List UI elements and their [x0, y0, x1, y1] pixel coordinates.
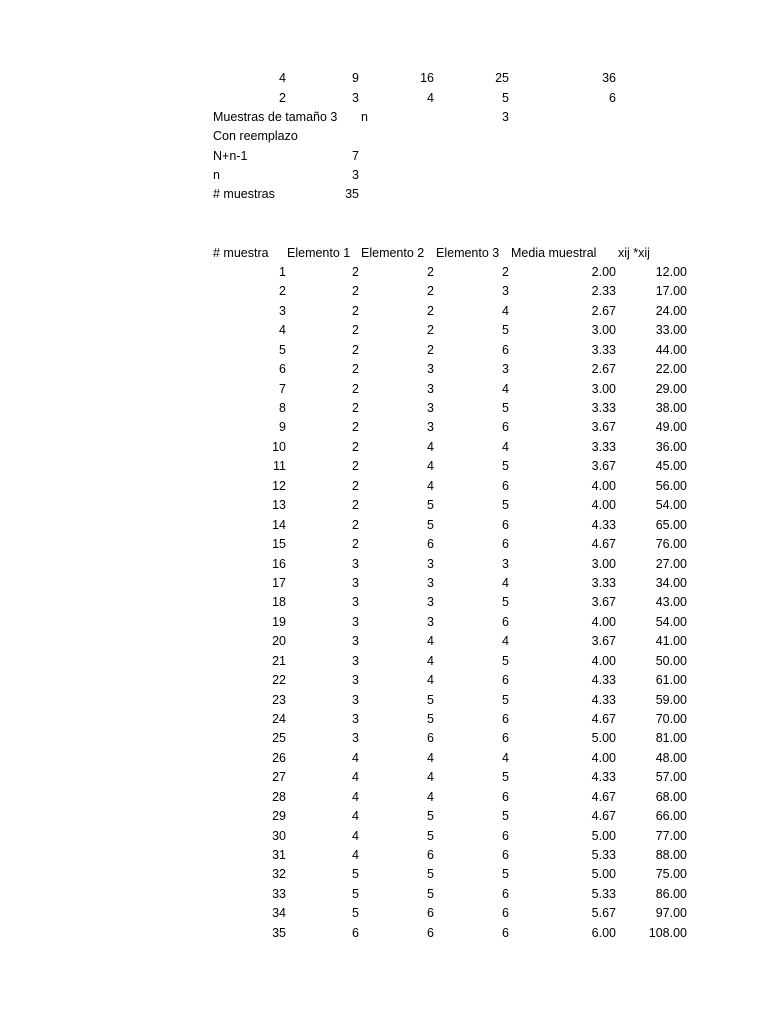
table-row [0, 710, 768, 729]
elemento-2: 3 [427, 556, 434, 571]
elemento-2: 4 [427, 770, 434, 785]
elemento-1: 4 [352, 770, 359, 785]
xij-product: 48.00 [655, 750, 687, 765]
elemento-3: 3 [502, 362, 509, 377]
elemento-3: 5 [502, 653, 509, 668]
table-row [0, 827, 768, 846]
muestra-number: 25 [272, 731, 286, 746]
media-muestral: 3.67 [591, 595, 616, 610]
table-row [0, 380, 768, 399]
media-muestral: 5.00 [591, 731, 616, 746]
media-muestral: 3.67 [591, 634, 616, 649]
xij-product: 108.00 [648, 925, 687, 940]
elemento-2: 4 [427, 653, 434, 668]
n-label: n [361, 110, 368, 124]
n2-value: 3 [352, 168, 359, 182]
table-row [0, 691, 768, 710]
muestra-number: 3 [279, 303, 286, 318]
xij-product: 44.00 [655, 342, 687, 357]
muestra-number: 6 [279, 362, 286, 377]
elemento-3: 6 [502, 478, 509, 493]
formula-value: 7 [352, 149, 359, 163]
muestra-number: 30 [272, 828, 286, 843]
muestra-number: 8 [279, 401, 286, 415]
muestra-number: 29 [272, 809, 286, 823]
media-muestral: 2.00 [591, 265, 616, 279]
xij-product: 41.00 [655, 634, 687, 649]
elemento-3: 3 [502, 556, 509, 571]
media-muestral: 3.67 [591, 459, 616, 474]
media-muestral: 3.33 [591, 401, 616, 415]
elemento-1: 2 [352, 420, 359, 435]
xij-product: 38.00 [655, 401, 687, 415]
elemento-3: 5 [502, 770, 509, 785]
media-muestral: 4.00 [591, 614, 616, 629]
media-muestral: 5.00 [591, 828, 616, 843]
xij-product: 76.00 [655, 537, 687, 551]
elemento-1: 5 [352, 886, 359, 901]
xij-product: 86.00 [655, 886, 687, 901]
elemento-3: 6 [502, 847, 509, 862]
table-row [0, 399, 768, 418]
muestra-number: 27 [272, 770, 286, 785]
table-row [0, 749, 768, 768]
formula-label: N+n-1 [213, 149, 248, 163]
elemento-2: 3 [427, 614, 434, 629]
elemento-3: 3 [502, 284, 509, 299]
table-row [0, 652, 768, 671]
xij-product: 33.00 [655, 323, 687, 338]
elemento-2: 3 [427, 362, 434, 377]
elemento-1: 5 [352, 906, 359, 921]
elemento-3: 5 [502, 809, 509, 823]
muestra-number: 21 [272, 653, 286, 668]
elemento-2: 3 [427, 595, 434, 610]
media-muestral: 4.33 [591, 673, 616, 687]
info-row-formula [0, 147, 768, 166]
media-muestral: 4.00 [591, 750, 616, 765]
cell: 2 [279, 91, 286, 105]
muestra-number: 32 [272, 867, 286, 882]
muestra-number: 7 [279, 381, 286, 396]
media-muestral: 4.67 [591, 789, 616, 804]
table-row [0, 418, 768, 437]
num-muestras-label: # muestras [213, 187, 275, 201]
top-row-values [0, 89, 768, 108]
elemento-1: 2 [352, 439, 359, 454]
table-row [0, 263, 768, 282]
xij-product: 54.00 [655, 614, 687, 629]
xij-product: 75.00 [655, 867, 687, 882]
table-row [0, 807, 768, 826]
elemento-3: 6 [502, 614, 509, 629]
info-row-num-muestras [0, 185, 768, 204]
elemento-3: 5 [502, 323, 509, 338]
muestra-number: 19 [272, 614, 286, 629]
table-row [0, 302, 768, 321]
elemento-2: 5 [427, 809, 434, 823]
header-elemento-3: Elemento 3 [436, 246, 500, 260]
elemento-2: 3 [427, 575, 434, 590]
muestra-number: 26 [272, 750, 286, 765]
elemento-2: 5 [427, 711, 434, 726]
xij-product: 57.00 [655, 770, 687, 785]
xij-product: 97.00 [655, 906, 687, 921]
elemento-2: 5 [427, 867, 434, 882]
media-muestral: 2.33 [591, 284, 616, 299]
elemento-3: 6 [502, 420, 509, 435]
elemento-2: 4 [427, 750, 434, 765]
elemento-2: 2 [427, 284, 434, 299]
muestra-number: 33 [272, 886, 286, 901]
table-row [0, 788, 768, 807]
muestra-number: 14 [272, 517, 286, 532]
elemento-1: 5 [352, 867, 359, 882]
header-elemento-1: Elemento 1 [287, 246, 351, 260]
table-row [0, 885, 768, 904]
elemento-3: 6 [502, 537, 509, 551]
table-row [0, 768, 768, 787]
muestra-number: 28 [272, 789, 286, 804]
elemento-1: 3 [352, 653, 359, 668]
elemento-1: 2 [352, 265, 359, 279]
info-row-muestras [0, 108, 768, 127]
table-row [0, 438, 768, 457]
muestra-number: 22 [272, 673, 286, 687]
elemento-3: 5 [502, 459, 509, 474]
elemento-1: 3 [352, 731, 359, 746]
cell: 25 [495, 71, 509, 85]
media-muestral: 4.67 [591, 537, 616, 551]
media-muestral: 5.00 [591, 867, 616, 882]
muestra-number: 34 [272, 906, 286, 921]
elemento-2: 3 [427, 420, 434, 435]
elemento-3: 4 [502, 575, 509, 590]
table-row [0, 496, 768, 515]
elemento-2: 4 [427, 439, 434, 454]
xij-product: 29.00 [655, 381, 687, 396]
cell: 3 [352, 91, 359, 105]
table-row [0, 457, 768, 476]
elemento-1: 3 [352, 575, 359, 590]
elemento-3: 6 [502, 673, 509, 687]
table-row [0, 282, 768, 301]
media-muestral: 4.67 [591, 711, 616, 726]
muestra-number: 12 [272, 478, 286, 493]
media-muestral: 4.33 [591, 692, 616, 707]
elemento-3: 6 [502, 828, 509, 843]
elemento-3: 2 [502, 265, 509, 279]
elemento-2: 2 [427, 342, 434, 357]
elemento-1: 2 [352, 517, 359, 532]
media-muestral: 6.00 [591, 925, 616, 940]
elemento-3: 5 [502, 595, 509, 610]
cell: 4 [279, 71, 286, 85]
media-muestral: 4.67 [591, 809, 616, 823]
elemento-1: 4 [352, 847, 359, 862]
muestra-number: 23 [272, 692, 286, 707]
table-row [0, 593, 768, 612]
elemento-1: 2 [352, 362, 359, 377]
n2-label: n [213, 168, 220, 182]
elemento-2: 4 [427, 634, 434, 649]
elemento-2: 6 [427, 906, 434, 921]
elemento-2: 6 [427, 537, 434, 551]
elemento-1: 6 [352, 925, 359, 940]
top-row-squares [0, 69, 768, 88]
elemento-3: 6 [502, 906, 509, 921]
elemento-2: 6 [427, 925, 434, 940]
table-row [0, 535, 768, 554]
elemento-1: 3 [352, 673, 359, 687]
muestra-number: 4 [279, 323, 286, 338]
table-row [0, 671, 768, 690]
elemento-1: 2 [352, 323, 359, 338]
table-row [0, 555, 768, 574]
elemento-1: 4 [352, 828, 359, 843]
media-muestral: 3.00 [591, 556, 616, 571]
elemento-1: 4 [352, 789, 359, 804]
elemento-2: 5 [427, 517, 434, 532]
xij-product: 81.00 [655, 731, 687, 746]
elemento-3: 6 [502, 731, 509, 746]
header-muestra: # muestra [213, 246, 269, 260]
elemento-1: 2 [352, 303, 359, 318]
elemento-1: 3 [352, 711, 359, 726]
elemento-2: 5 [427, 886, 434, 901]
n-value: 3 [502, 110, 509, 124]
table-row [0, 729, 768, 748]
media-muestral: 3.33 [591, 439, 616, 454]
muestra-number: 9 [279, 420, 286, 435]
xij-product: 59.00 [655, 692, 687, 707]
table-row [0, 477, 768, 496]
elemento-2: 6 [427, 847, 434, 862]
xij-product: 54.00 [655, 498, 687, 513]
xij-product: 50.00 [655, 653, 687, 668]
table-row [0, 574, 768, 593]
media-muestral: 4.33 [591, 517, 616, 532]
xij-product: 17.00 [655, 284, 687, 299]
xij-product: 24.00 [655, 303, 687, 318]
table-row [0, 321, 768, 340]
table-row [0, 516, 768, 535]
muestra-number: 18 [272, 595, 286, 610]
elemento-2: 5 [427, 692, 434, 707]
muestra-number: 20 [272, 634, 286, 649]
media-muestral: 4.33 [591, 770, 616, 785]
cell: 36 [602, 71, 616, 85]
elemento-3: 6 [502, 342, 509, 357]
elemento-3: 6 [502, 517, 509, 532]
muestra-number: 1 [279, 265, 286, 279]
elemento-1: 3 [352, 614, 359, 629]
media-muestral: 5.67 [591, 906, 616, 921]
cell: 5 [502, 91, 509, 105]
elemento-3: 5 [502, 498, 509, 513]
table-row [0, 632, 768, 651]
media-muestral: 2.67 [591, 303, 616, 318]
media-muestral: 3.33 [591, 342, 616, 357]
elemento-3: 5 [502, 401, 509, 415]
elemento-1: 2 [352, 498, 359, 513]
elemento-2: 2 [427, 265, 434, 279]
info-row-reemplazo [0, 127, 768, 146]
elemento-2: 2 [427, 323, 434, 338]
cell: 16 [420, 71, 434, 85]
info-row-n [0, 166, 768, 185]
elemento-2: 6 [427, 731, 434, 746]
elemento-3: 4 [502, 634, 509, 649]
elemento-3: 6 [502, 925, 509, 940]
table-row [0, 613, 768, 632]
elemento-3: 6 [502, 711, 509, 726]
muestra-number: 11 [273, 459, 286, 474]
table-row [0, 865, 768, 884]
xij-product: 61.00 [655, 673, 687, 687]
elemento-1: 2 [352, 381, 359, 396]
elemento-3: 4 [502, 381, 509, 396]
header-xij-xij: xij *xij [618, 246, 650, 260]
muestra-number: 31 [272, 847, 286, 862]
elemento-3: 5 [502, 692, 509, 707]
elemento-1: 3 [352, 556, 359, 571]
xij-product: 27.00 [655, 556, 687, 571]
xij-product: 36.00 [655, 439, 687, 454]
xij-product: 45.00 [655, 459, 687, 474]
xij-product: 77.00 [655, 828, 687, 843]
elemento-3: 4 [502, 750, 509, 765]
muestra-number: 24 [272, 711, 286, 726]
xij-product: 22.00 [655, 362, 687, 377]
muestras-label: Muestras de tamaño 3 [213, 110, 338, 124]
elemento-3: 4 [502, 303, 509, 318]
elemento-1: 2 [352, 537, 359, 551]
xij-product: 12.00 [655, 265, 687, 279]
muestra-number: 17 [272, 575, 286, 590]
media-muestral: 5.33 [591, 886, 616, 901]
table-row [0, 360, 768, 379]
elemento-1: 3 [352, 595, 359, 610]
elemento-1: 2 [352, 478, 359, 493]
xij-product: 68.00 [655, 789, 687, 804]
media-muestral: 3.00 [591, 381, 616, 396]
elemento-1: 2 [352, 459, 359, 474]
table-row [0, 846, 768, 865]
xij-product: 65.00 [655, 517, 687, 532]
table-row [0, 341, 768, 360]
elemento-2: 4 [427, 459, 434, 474]
muestra-number: 35 [272, 925, 286, 940]
elemento-1: 4 [352, 750, 359, 765]
xij-product: 88.00 [655, 847, 687, 862]
header-media-muestral: Media muestral [511, 246, 597, 260]
elemento-3: 4 [502, 439, 509, 454]
header-elemento-2: Elemento 2 [361, 246, 425, 260]
muestra-number: 2 [279, 284, 286, 299]
elemento-3: 6 [502, 886, 509, 901]
muestra-number: 10 [272, 439, 286, 454]
xij-product: 70.00 [655, 711, 687, 726]
elemento-1: 4 [352, 809, 359, 823]
elemento-2: 5 [427, 498, 434, 513]
muestra-number: 15 [272, 537, 286, 551]
elemento-1: 2 [352, 401, 359, 415]
elemento-2: 3 [427, 381, 434, 396]
media-muestral: 5.33 [591, 847, 616, 862]
media-muestral: 3.33 [591, 575, 616, 590]
cell: 4 [427, 91, 434, 105]
xij-product: 56.00 [655, 478, 687, 493]
elemento-3: 5 [502, 867, 509, 882]
num-muestras-value: 35 [345, 187, 359, 201]
table-header [0, 244, 768, 263]
cell: 6 [609, 91, 616, 105]
elemento-3: 6 [502, 789, 509, 804]
xij-product: 66.00 [655, 809, 687, 823]
elemento-2: 5 [427, 828, 434, 843]
muestra-number: 16 [272, 556, 286, 571]
media-muestral: 2.67 [591, 362, 616, 377]
elemento-2: 3 [427, 401, 434, 415]
media-muestral: 4.00 [591, 653, 616, 668]
muestra-number: 13 [272, 498, 286, 513]
elemento-1: 2 [352, 284, 359, 299]
con-reemplazo-label: Con reemplazo [213, 129, 298, 143]
elemento-1: 2 [352, 342, 359, 357]
elemento-2: 2 [427, 303, 434, 318]
xij-product: 49.00 [655, 420, 687, 435]
elemento-1: 3 [352, 692, 359, 707]
elemento-2: 4 [427, 478, 434, 493]
xij-product: 34.00 [655, 575, 687, 590]
muestra-number: 5 [279, 342, 286, 357]
elemento-1: 3 [352, 634, 359, 649]
elemento-2: 4 [427, 673, 434, 687]
media-muestral: 3.67 [591, 420, 616, 435]
elemento-2: 4 [427, 789, 434, 804]
media-muestral: 4.00 [591, 478, 616, 493]
cell: 9 [352, 71, 359, 85]
media-muestral: 4.00 [591, 498, 616, 513]
table-row [0, 904, 768, 923]
xij-product: 43.00 [655, 595, 687, 610]
media-muestral: 3.00 [591, 323, 616, 338]
table-row [0, 924, 768, 943]
